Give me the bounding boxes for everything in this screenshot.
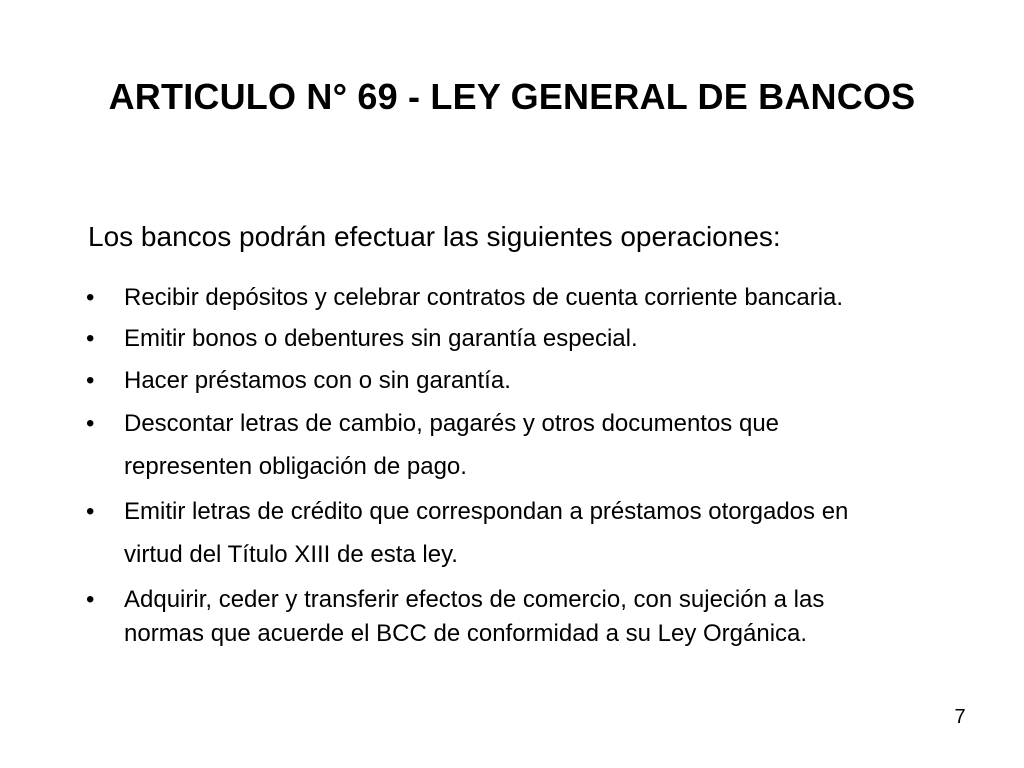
bullet-icon: • <box>86 586 95 613</box>
intro-text: Los bancos podrán efectuar las siguientes operaciones: <box>88 221 781 252</box>
bullet-text-line1: Adquirir, ceder y transferir efectos de comercio, con sujeción a las <box>124 586 825 613</box>
bullet-text-line2: virtud del Título XIII de esta ley. <box>124 541 458 568</box>
bullet-item <box>86 321 1006 357</box>
bullet-icon: • <box>86 367 95 394</box>
bullet-text-line1: Hacer préstamos con o sin garantía. <box>124 367 511 394</box>
bullet-text-line1: Emitir letras de crédito que correspondan a préstamos otorgados en <box>124 498 849 525</box>
bullet-icon: • <box>86 498 95 525</box>
slide-title: ARTICULO N° 69 - LEY GENERAL DE BANCOS <box>108 76 916 117</box>
page-number: 7 <box>954 706 966 728</box>
bullet-text-line2: normas que acuerde el BCC de conformidad a su Ley Orgánica. <box>124 620 808 647</box>
bullet-text-line2: representen obligación de pago. <box>124 453 467 480</box>
bullet-item <box>86 583 1006 651</box>
bullet-text-line1: Recibir depósitos y celebrar contratos de cuenta corriente bancaria. <box>124 284 844 311</box>
bullet-text-line1: Descontar letras de cambio, pagarés y otros documentos que <box>124 410 780 437</box>
bullet-item <box>86 402 1006 488</box>
bullet-icon: • <box>86 284 95 311</box>
bullet-icon: • <box>86 325 95 352</box>
bullet-icon: • <box>86 410 95 437</box>
bullet-text-line1: Emitir bonos o debentures sin garantía especial. <box>124 325 638 352</box>
bullet-item <box>86 490 1006 576</box>
bullet-item <box>86 363 1006 399</box>
bullet-item <box>86 280 1006 316</box>
